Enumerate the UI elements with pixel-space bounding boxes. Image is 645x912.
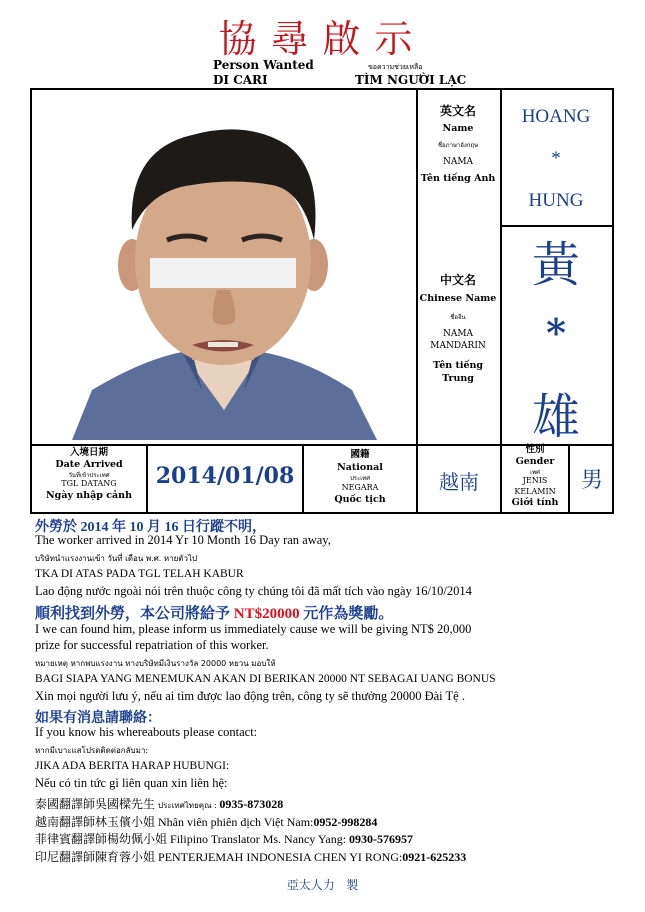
translator-philippines: 菲律賓翻譯師楊幼佩小姐 Filipino Translator Ms. Nancy Yang: 0930-576957 [35, 832, 414, 846]
disappearance-en: The worker arrived in 2014 Yr 10 Month 16 Day ran away, [35, 533, 331, 547]
person-wanted-label: Person Wanted [213, 58, 314, 72]
translator-indonesia: 印尼翻譯師陳育蓉小姐 PENTERJEMAH INDONESIA CHEN YI RONG:0921-625233 [35, 850, 467, 864]
translator-thai: 泰國翻譯師吳國樑先生 ประเทศไทยคุณ : 0935-873028 [35, 797, 284, 811]
reward-en-2: prize for successful repatriation of this worker. [35, 638, 269, 652]
english-first-name: HOANG [521, 106, 591, 127]
nationality-label: 國籍 National ประเทศ NEGARA Quốc tịch [334, 449, 386, 505]
reward-en-1: I we can found him, please inform us immediately cause we will be giving NT$ 20,000 [35, 622, 472, 636]
english-last-name: HUNG [528, 190, 584, 211]
translator-indonesia-phone[interactable]: 0921-625233 [402, 850, 467, 864]
english-name-label: 英文名 Name ชื่อภาษาอังกฤษ NAMA Tên tiếng Anh [420, 104, 496, 185]
poster-title: 協尋啟示 [218, 17, 427, 61]
reward-th: หมายเหตุ หากพบแรงงาน ทางบริษัทมีเงินรางวัล 20000 หยวน มอบให้ [35, 659, 276, 668]
reward-id: BAGI SIAPA YANG MENEMUKAN AKAN DI BERIKAN 20000 NT SEBAGAI UANG BONUS [35, 673, 496, 685]
worker-photo [32, 90, 416, 440]
reward-cn: 順利找到外勞，本公司將給予 NT$20000 元作為獎勵。 [35, 606, 394, 622]
disappearance-vn: Lao động nước ngoài nói trên thuộc công ty chúng tôi đã mất tích vào ngày 16/10/2014 [35, 584, 472, 598]
translator-philippines-phone[interactable]: 0930-576957 [349, 832, 414, 846]
vietnamese-subtitle: TÌM NGƯỜI LẠC [355, 73, 467, 87]
disappearance-cn: 外勞於 2014 年 10 月 16 日行蹤不明， [35, 520, 266, 535]
chinese-name-char2: 雄 [531, 389, 580, 445]
contact-id: JIKA ADA BERITA HARAP HUBUNGI: [35, 760, 230, 772]
disappearance-id: TKA DI ATAS PADA TGL TELAH KABUR [35, 568, 244, 580]
contact-vn: Nếu có tin tức gì liên quan xin liên hệ: [35, 776, 228, 790]
footer-maker: 亞太人力 製 [286, 878, 359, 892]
reward-amount: NT$20000 [233, 606, 300, 622]
english-name-separator: * [551, 148, 561, 169]
nationality-value: 越南 [439, 470, 479, 494]
contact-cn: 如果有消息請聯絡： [35, 711, 161, 726]
contact-en: If you know his whereabouts please contact: [35, 725, 258, 739]
date-arrived-label: 入境日期 Date Arrived วันที่เข้าประเทศ TGL DATANG Ngày nhập cảnh [46, 447, 132, 501]
contact-th: หากมีเบาะแสโปรดติดต่อกลับมา: [35, 746, 149, 755]
translator-vietnam: 越南翻譯師林玉儐小姐 Nhân viên phiên dịch Việt Nam:0952-998284 [35, 815, 378, 829]
gender-label: 性別 Gender เพศ JENIS KELAMIN Giới tính [511, 444, 559, 509]
worker-portrait-image [32, 90, 416, 440]
thai-subtitle: ขอความช่วยเหลือ [368, 63, 423, 71]
chinese-name-separator: * [546, 310, 566, 355]
translator-vietnam-phone[interactable]: 0952-998284 [313, 815, 378, 829]
disappearance-th: บริษัทนำแรงงานเข้า วันที่ เดือน พ.ศ. หายตัวไป [35, 554, 198, 563]
translator-thai-phone[interactable]: 0935-873028 [219, 797, 284, 811]
reward-vn: Xin mọi người lưu ý, nếu ai tìm được lao động trên, công ty sẽ thưởng 20000 Đài Tệ . [35, 689, 465, 703]
chinese-name-label: 中文名 Chinese Name ชื่อจีน NAMA MANDARIN Tên tiếng Trung [419, 273, 497, 385]
date-arrived-value: 2014/01/08 [155, 463, 295, 489]
chinese-name-char1: 黃 [531, 237, 580, 293]
di-cari-label: DI CARI [213, 73, 268, 87]
gender-value: 男 [580, 468, 603, 493]
